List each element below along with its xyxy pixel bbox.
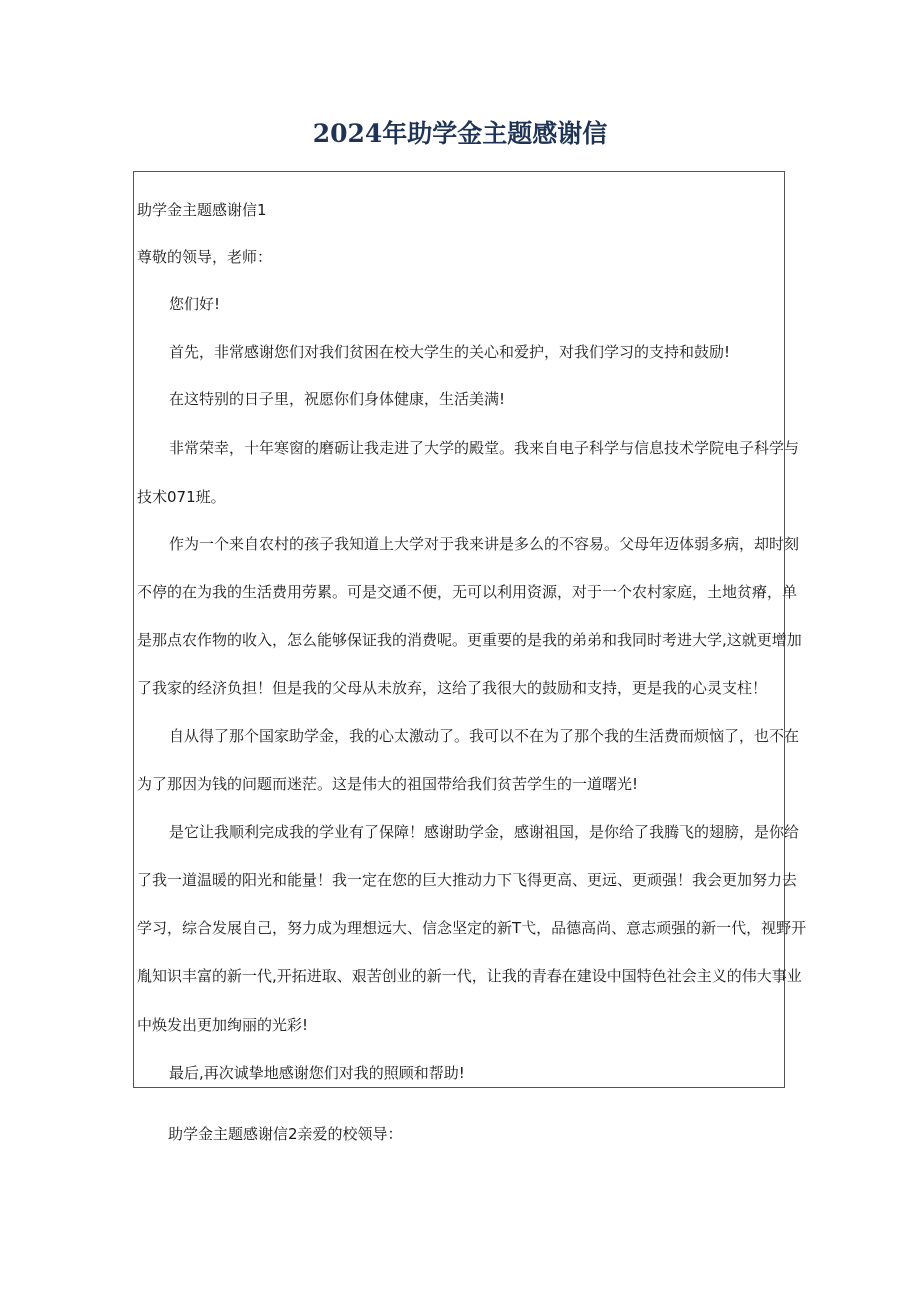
paragraph-line: 首先，非常感谢您们对我们贫困在校大学生的关心和爱护，对我们学习的支持和鼓励!	[169, 343, 731, 361]
paragraph-line: 胤知识丰富的新一代,开拓进取、艰苦创业的新一代，让我的青春在建设中国特色社会主义的伟大事业	[137, 967, 802, 985]
closing-line: 最后,再次诚挚地感谢您们对我的照顾和帮助!	[169, 1064, 465, 1082]
paragraph-line: 作为一个来自农村的孩子我知道上大学对于我来讲是多么的不容易。父母年迈体弱多病，却时刻	[169, 535, 800, 553]
paragraph-line: 了我家的经济负担！但是我的父母从未放弃，这给了我很大的鼓励和支持，更是我的心灵支柱！	[137, 679, 768, 697]
letter-2-intro: 助学金主题感谢信2亲爱的校领导：	[168, 1125, 403, 1143]
paragraph-line: 在这特别的日子里，祝愿你们身体健康，生活美满!	[169, 390, 506, 408]
paragraph-line: 为了那因为钱的问题而迷茫。这是伟大的祖国带给我们贫苦学生的一道曙光!	[137, 775, 639, 793]
salutation: 尊敬的领导，老师：	[137, 248, 273, 266]
document-title: 2024年助学金主题感谢信	[312, 119, 608, 148]
paragraph-line: 是那点农作物的收入，怎么能够保证我的消费呢。更重要的是我的弟弟和我同时考进大学,这就更增加	[137, 631, 802, 649]
letter-1-box	[133, 171, 807, 1088]
paragraph-line: 自从得了那个国家助学金，我的心太激动了。我可以不在为了那个我的生活费而烦恼了，也不在	[169, 727, 800, 745]
paragraph-line: 学习，综合发展自己，努力成为理想远大、信念坚定的新T弋，品德高尚、意志顽强的新一代，视野开	[137, 919, 807, 937]
greeting: 您们好!	[169, 295, 221, 313]
paragraph-line: 技术071班。	[137, 488, 226, 506]
paragraph-line: 是它让我顺利完成我的学业有了保障！感谢助学金，感谢祖国，是你给了我腾飞的翅膀，是你给	[169, 823, 800, 841]
letter-heading: 助学金主题感谢信1	[137, 201, 267, 219]
paragraph-line: 了我一道温暖的阳光和能量！我一定在您的巨大推动力下飞得更高、更远、更顽强！我会更加努力去	[137, 871, 798, 889]
paragraph-line: 不停的在为我的生活费用劳累。可是交通不便，无可以利用资源，对于一个农村家庭，土地贫瘠，单	[137, 583, 798, 601]
paragraph-line: 非常荣幸，十年寒窗的磨砺让我走进了大学的殿堂。我来自电子科学与信息技术学院电子科学与	[169, 439, 800, 457]
paragraph-line: 中焕发出更加绚丽的光彩!	[137, 1016, 309, 1034]
